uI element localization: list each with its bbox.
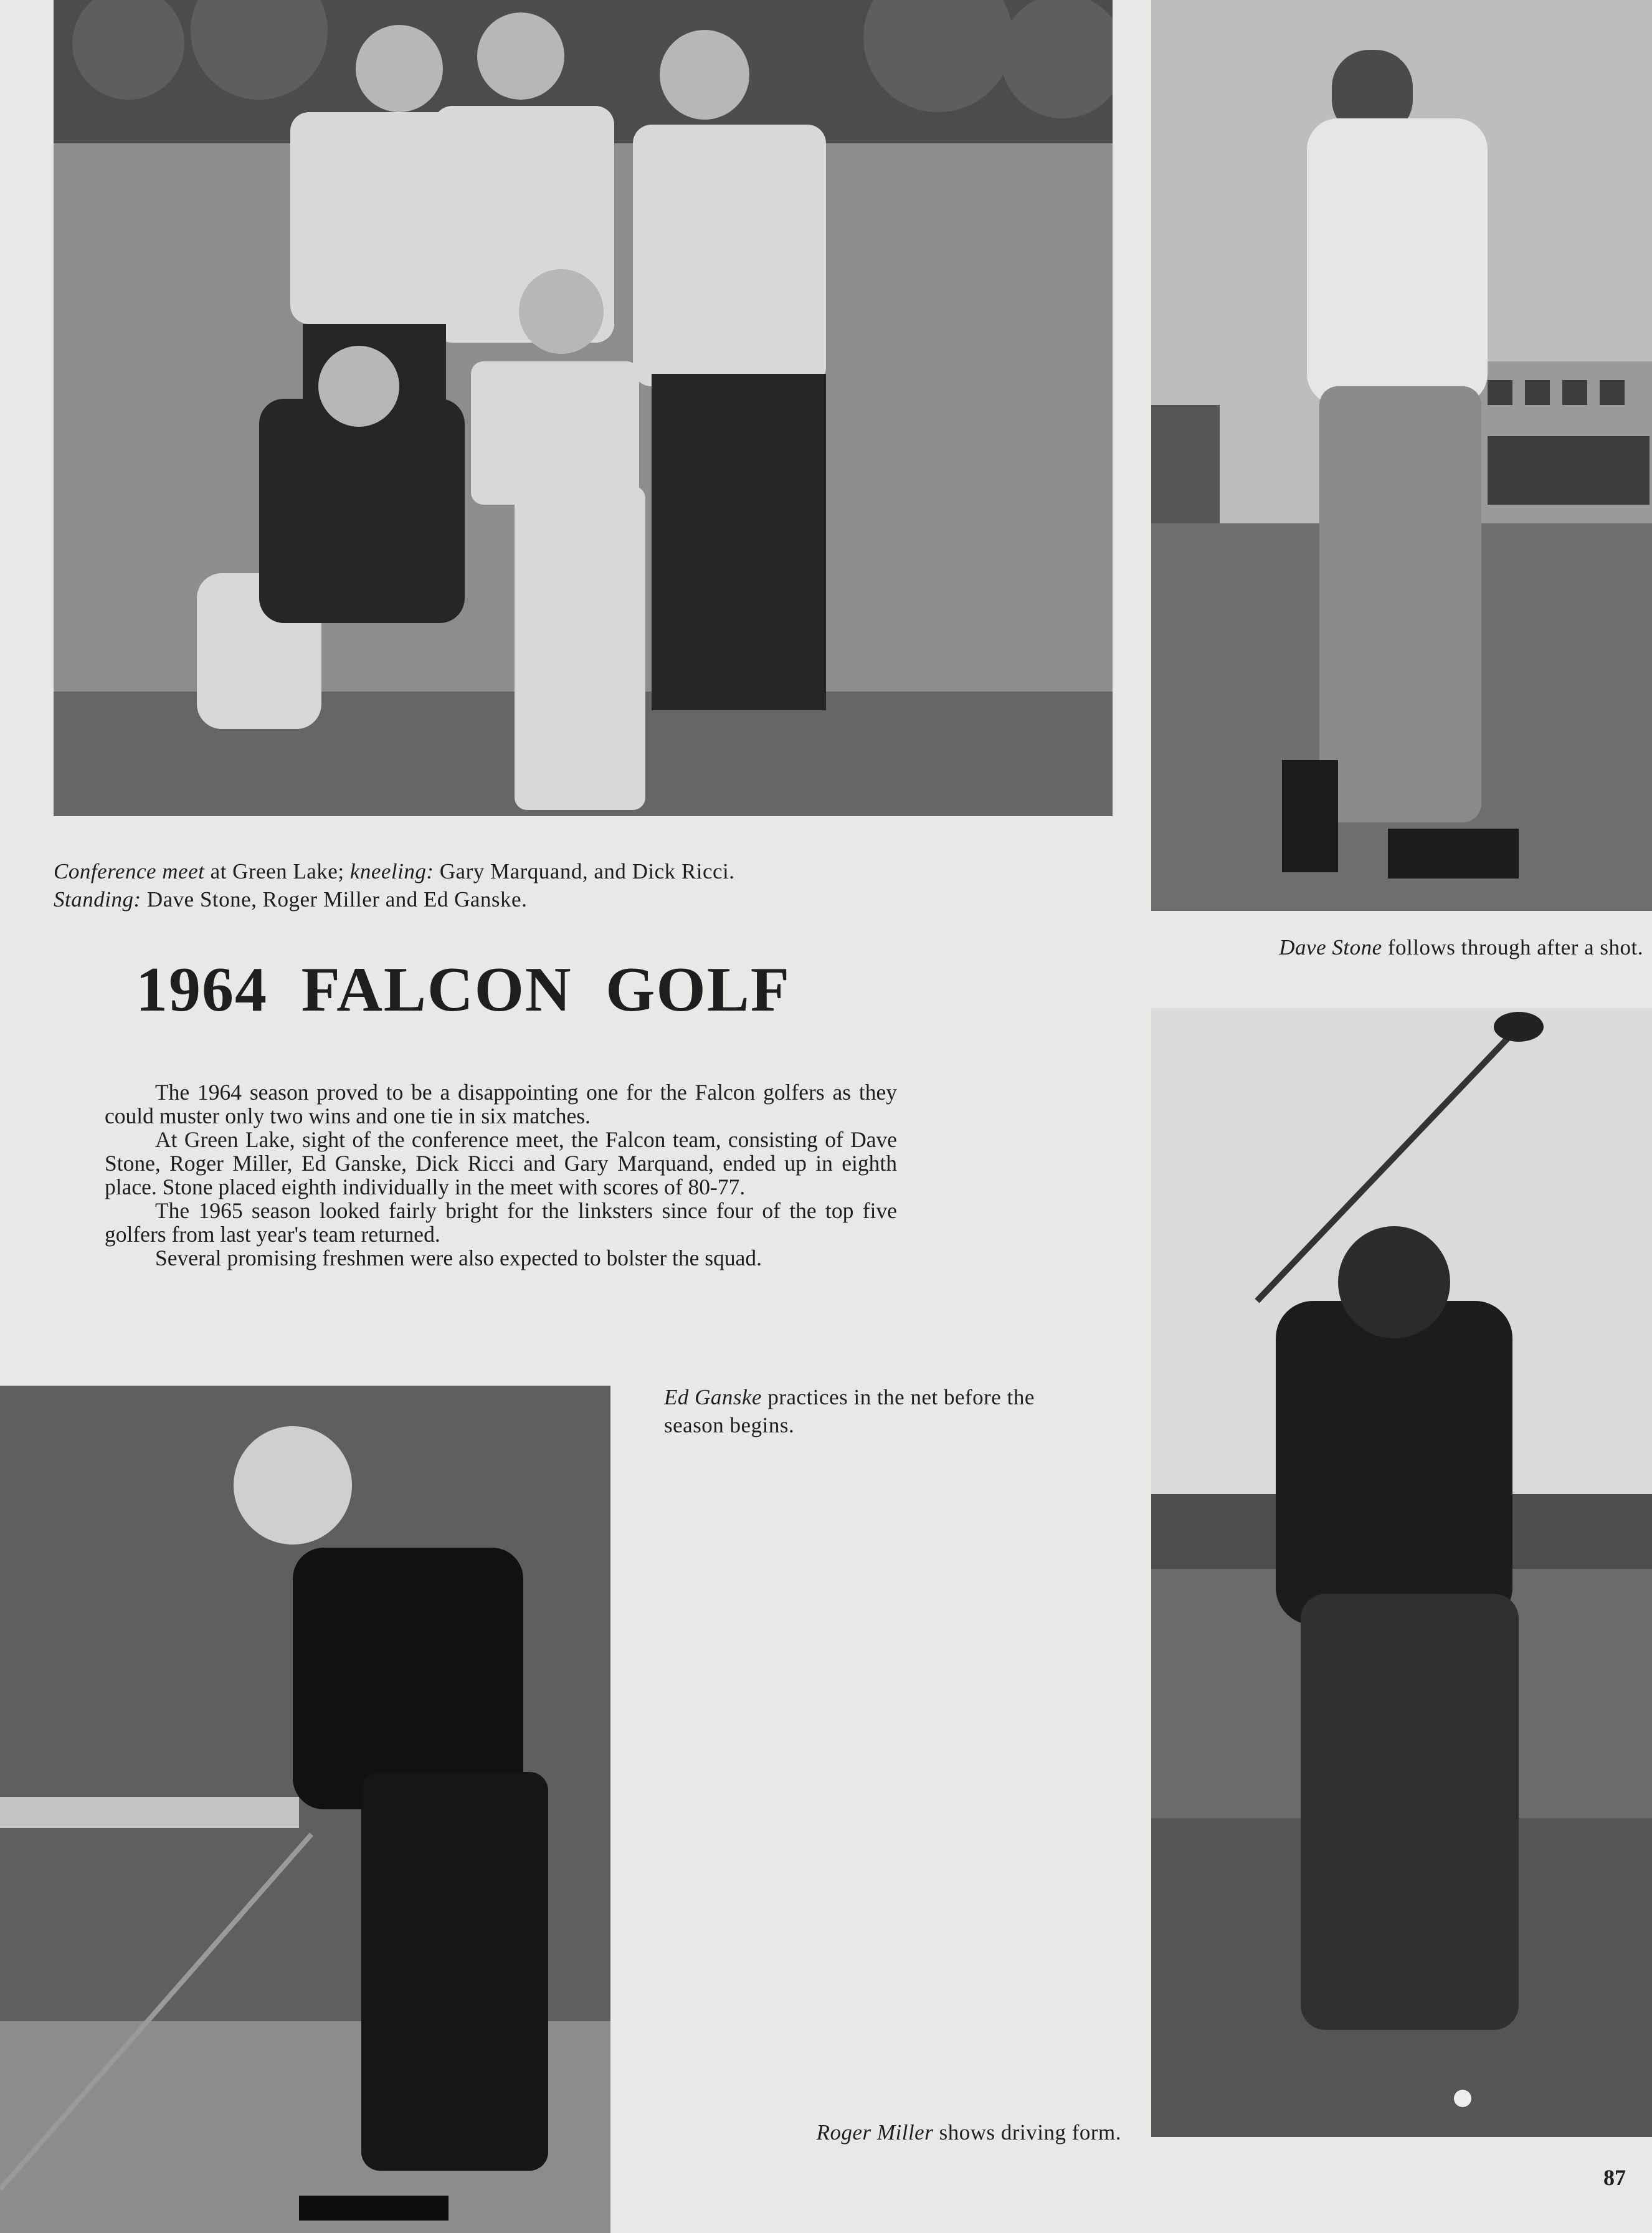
miller-caption [685, 2118, 1121, 2146]
team-photo [54, 0, 1113, 816]
stone-caption [1151, 933, 1643, 961]
caption-text: follows through after a shot. [1382, 935, 1643, 959]
caption-italic: kneeling: [349, 859, 434, 883]
caption-text: Dave Stone, Roger Miller and Ed Ganske. [141, 887, 528, 912]
article-paragraph: Several promising freshmen were also expected to bolster the squad. [155, 1245, 762, 1270]
caption-italic: Conference meet [54, 859, 205, 883]
article-paragraph: At Green Lake, sight of the conference meet, the Falcon team, consisting of Dave Stone, Roger Miller, Ed Ganske, Dick Ricci and Gary Marquand, ended up in eighth place. Stone placed eighth individually in the meet with scores of 80-77. [105, 1127, 897, 1199]
caption-text: Gary Marquand, and Dick Ricci. [434, 859, 735, 883]
caption-text: practices in the net before the season begins. [664, 1385, 1035, 1437]
article-paragraph: The 1965 season looked fairly bright for the linksters since four of the top five golfers from last year's team returned. [105, 1198, 897, 1247]
stone-photo [1151, 0, 1652, 911]
miller-photo [1151, 1008, 1652, 2137]
ganske-caption [664, 1383, 1050, 1439]
page-number: 87 [1603, 2165, 1626, 2190]
caption-italic: Roger Miller [816, 2120, 934, 2145]
headline: 1964 FALCON GOLF [136, 955, 791, 1025]
article-body [105, 1080, 897, 1270]
caption-italic: Standing: [54, 887, 141, 912]
caption-text: shows driving form. [933, 2120, 1121, 2145]
ganske-photo [0, 1386, 610, 2233]
team-caption [54, 857, 1113, 913]
caption-italic: Dave Stone [1279, 935, 1382, 959]
caption-italic: Ed Ganske [664, 1385, 762, 1409]
article-paragraph: The 1964 season proved to be a disappointing one for the Falcon golfers as they could muster only two wins and one tie in six matches. [105, 1080, 897, 1128]
caption-text: at Green Lake; [204, 859, 350, 883]
